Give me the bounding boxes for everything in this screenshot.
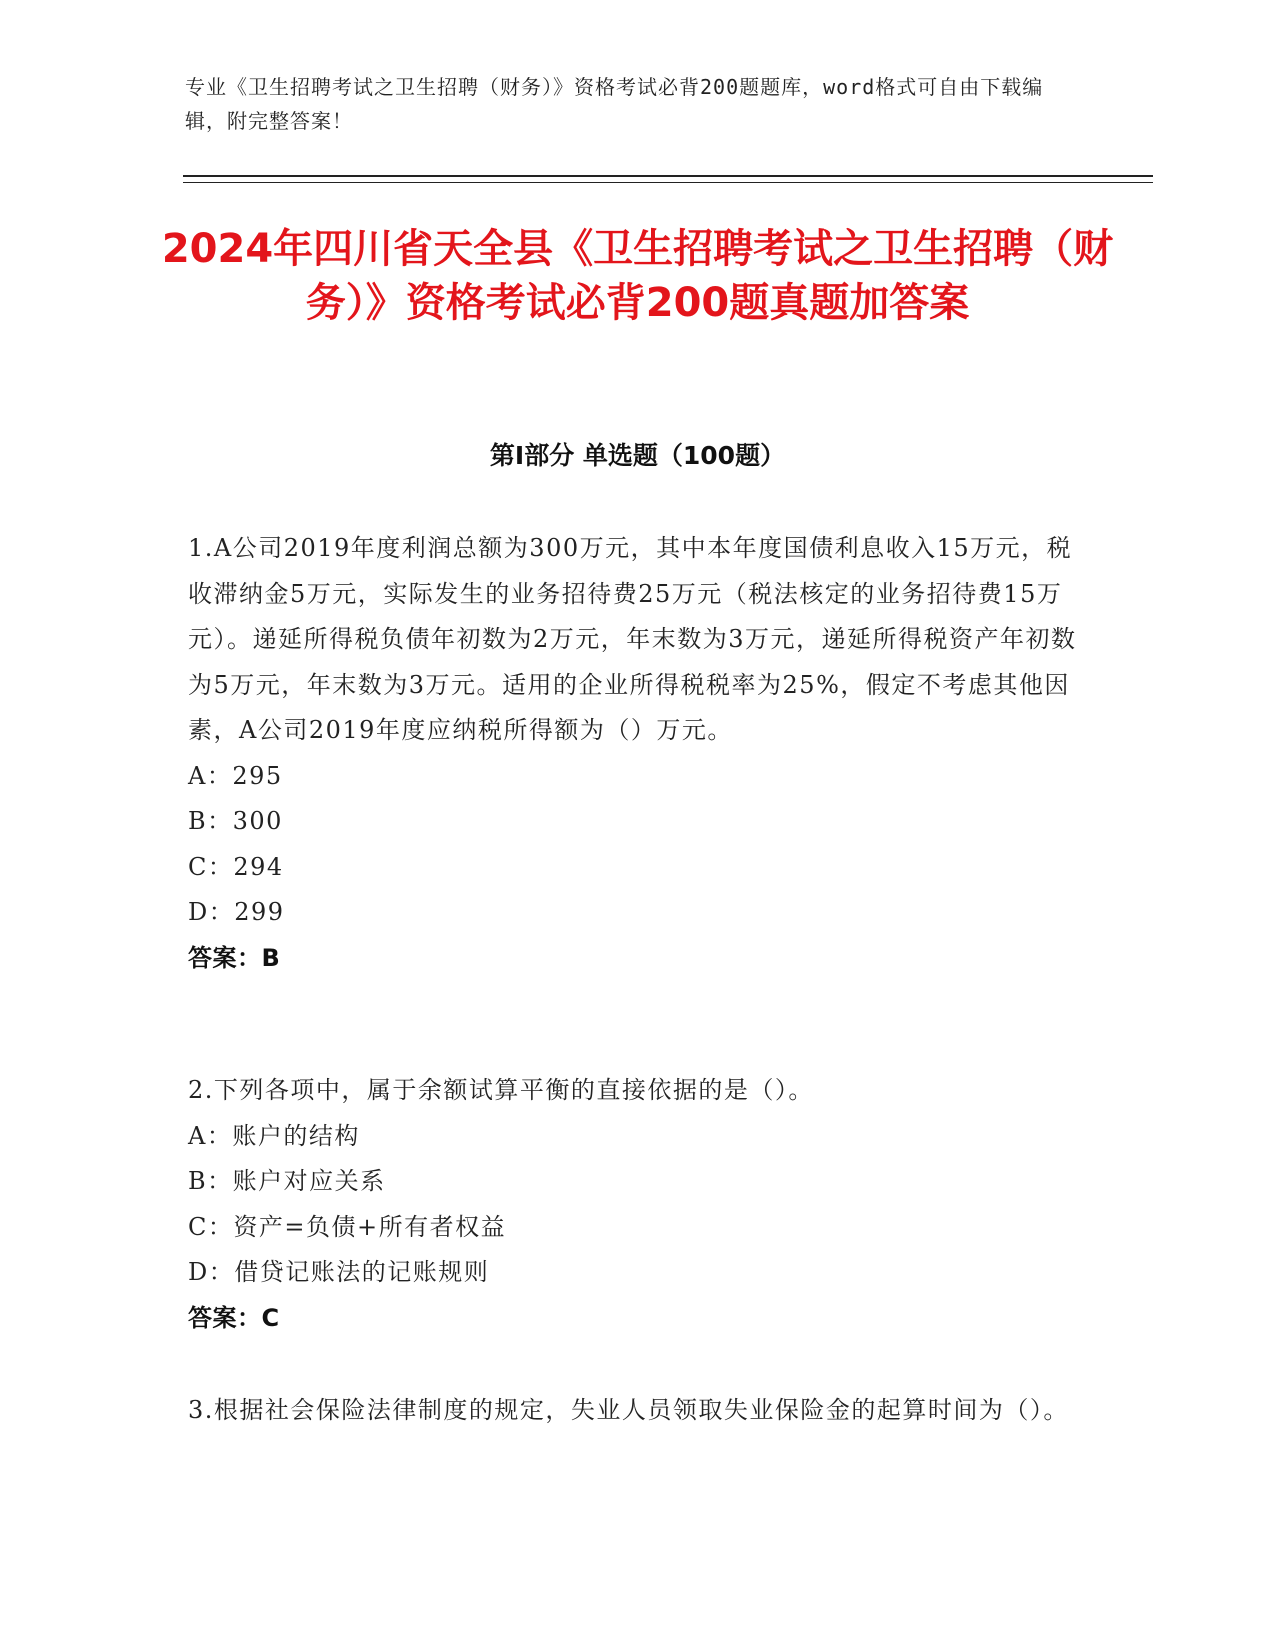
- option-c: C：资产=负债+所有者权益: [188, 1212, 507, 1241]
- header-divider-thick: [183, 175, 1153, 177]
- option-c: C：294: [188, 852, 284, 881]
- question-stem: 1.A公司2019年度利润总额为300万元，其中本年度国债利息收入15万元，税收滞纳金5万元，实际发生的业务招待费25万元（税法核定的业务招待费15万元）。递延所得税负债年初数为2万元，年末数为3万元，递延所得税资产年初数为5万元，年末数为3万元。适用的企业所得税税率为25%，假定不考虑其他因素，A公司2019年度应纳税所得额为（）万元。: [188, 534, 1077, 744]
- option-b: B：账户对应关系: [188, 1167, 386, 1195]
- header-divider-thin: [183, 182, 1153, 183]
- question-stem: 2.下列各项中，属于余额试算平衡的直接依据的是（）。: [188, 1076, 814, 1104]
- option-b: B：300: [188, 807, 283, 835]
- question-2: [188, 1068, 1088, 1341]
- option-a: A：295: [188, 761, 283, 790]
- option-d: D：299: [188, 898, 285, 926]
- answer-label: 答案：B: [188, 943, 281, 972]
- question-3: [188, 1388, 1088, 1434]
- question-1: [188, 526, 1088, 981]
- header-note: 专业《卫生招聘考试之卫生招聘（财务）》资格考试必背200题题库，word格式可自由下载编辑，附完整答案！: [185, 75, 1044, 133]
- question-stem: 3.根据社会保险法律制度的规定，失业人员领取失业保险金的起算时间为（）。: [188, 1396, 1069, 1424]
- document-title: 2024年四川省天全县《卫生招聘考试之卫生招聘（财务）》资格考试必背200题真题加答案: [161, 226, 1114, 326]
- section-heading: 第I部分 单选题（100题）: [489, 441, 786, 470]
- option-d: D：借贷记账法的记账规则: [188, 1258, 490, 1286]
- answer-label: 答案：C: [188, 1303, 280, 1332]
- option-a: A：账户的结构: [188, 1121, 360, 1150]
